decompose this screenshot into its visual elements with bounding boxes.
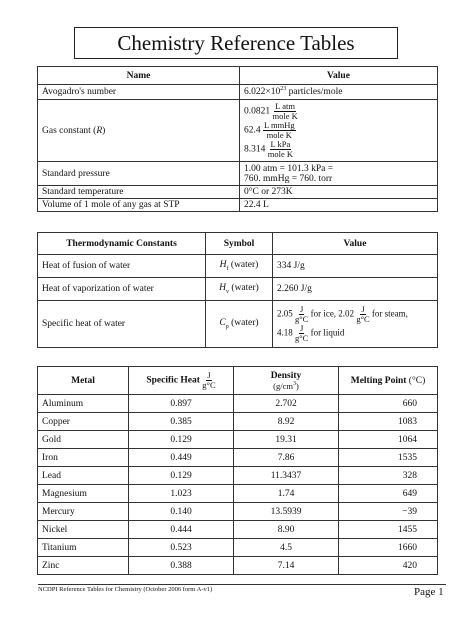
metal-name-cell: Gold (38, 431, 129, 449)
specific-heat-cell: 0.129 (129, 467, 234, 485)
melting-point-cell: 1455 (339, 521, 438, 539)
temperature-value: 0°C or 273K (240, 186, 438, 199)
metal-row (38, 395, 438, 413)
specific-heat-cell: 0.388 (129, 557, 234, 575)
melting-point-cell: 1535 (339, 449, 438, 467)
specific-heat-cell: 0.897 (129, 395, 234, 413)
vaporization-symbol: $H_v$ (water) (206, 278, 273, 301)
melting-point-cell: 328 (339, 467, 438, 485)
page-title: Chemistry Reference Tables (74, 27, 398, 59)
col-header-value: Value (240, 67, 438, 85)
pressure-name: Standard pressure (38, 162, 240, 186)
specific-heat-value: 2.05 $\frac{J}{g^\circ C}$ for ice, 2.02 $\frac{J}{g^\circ C}$ for steam, 4.18 $\frac{J}{g^\circ C}$ for liquid (273, 301, 438, 348)
specific-heat-cell: 0.385 (129, 413, 234, 431)
col-header-name: Name (38, 67, 240, 85)
density-cell: 7.86 (234, 449, 339, 467)
melting-point-cell: −39 (339, 503, 438, 521)
density-cell: 8.90 (234, 521, 339, 539)
metal-name-cell: Copper (38, 413, 129, 431)
metal-row (38, 467, 438, 485)
metals-table (37, 366, 438, 575)
metal-name-cell: Lead (38, 467, 129, 485)
melting-point-cell: 1083 (339, 413, 438, 431)
specific-heat-name: Specific heat of water (38, 301, 206, 348)
specific-heat-cell: 0.129 (129, 431, 234, 449)
gas-constant-value: 0.0821 $\frac{\text{L atm}}{\text{mole K}}$ 62.4 $\frac{\text{L mmHg}}{\text{mole K}}$ 8.314 $\frac{\text{L kPa}}{\text{mole K}}$ (240, 100, 438, 162)
footer-divider (38, 584, 446, 585)
density-cell: 7.14 (234, 557, 339, 575)
specific-heat-cell: 0.444 (129, 521, 234, 539)
melting-point-cell: 1064 (339, 431, 438, 449)
metal-row (38, 431, 438, 449)
col-header-specific-heat: Specific Heat $\frac{J}{g^\circ C}$ (129, 367, 234, 395)
metal-name-cell: Mercury (38, 503, 129, 521)
volume-name: Volume of 1 mole of any gas at STP (38, 199, 240, 212)
metal-row (38, 449, 438, 467)
pressure-value: 1.00 atm = 101.3 kPa = 760. mmHg = 760. torr (240, 162, 438, 186)
volume-value: 22.4 L (240, 199, 438, 212)
col-header-thermo: Thermodynamic Constants (38, 233, 206, 255)
fusion-symbol: $H_f$ (water) (206, 255, 273, 278)
metal-name-cell: Magnesium (38, 485, 129, 503)
melting-point-cell: 420 (339, 557, 438, 575)
density-cell: 1.74 (234, 485, 339, 503)
metal-row (38, 413, 438, 431)
metal-name-cell: Iron (38, 449, 129, 467)
page-number: Page 1 (414, 586, 444, 598)
vaporization-name: Heat of vaporization of water (38, 278, 206, 301)
avogadro-name: Avogadro's number (38, 85, 240, 100)
fusion-value: 334 J/g (273, 255, 438, 278)
metal-name-cell: Zinc (38, 557, 129, 575)
specific-heat-cell: 1.023 (129, 485, 234, 503)
col-header-metal: Metal (38, 367, 129, 395)
melting-point-cell: 660 (339, 395, 438, 413)
col-header-thermo-value: Value (273, 233, 438, 255)
metal-name-cell: Aluminum (38, 395, 129, 413)
density-cell: 2.702 (234, 395, 339, 413)
gas-constant-name: Gas constant (R) (38, 100, 240, 162)
metal-name-cell: Titanium (38, 539, 129, 557)
col-header-density: Density $(g/cm^3)$ (234, 367, 339, 395)
metal-row (38, 521, 438, 539)
specific-heat-cell: 0.523 (129, 539, 234, 557)
density-cell: 19.31 (234, 431, 339, 449)
metal-row (38, 503, 438, 521)
metal-name-cell: Nickel (38, 521, 129, 539)
melting-point-cell: 649 (339, 485, 438, 503)
constants-table (37, 66, 438, 212)
density-cell: 13.5939 (234, 503, 339, 521)
footer-source: NCDPI Reference Tables for Chemistry (October 2006 form A-v1) (38, 586, 213, 593)
density-cell: 11.3437 (234, 467, 339, 485)
density-cell: 4.5 (234, 539, 339, 557)
melting-point-cell: 1660 (339, 539, 438, 557)
col-header-symbol: Symbol (206, 233, 273, 255)
metal-row (38, 539, 438, 557)
metal-row (38, 485, 438, 503)
metal-row (38, 557, 438, 575)
col-header-melting: Melting Point (°C) (339, 367, 438, 395)
thermo-table (37, 232, 438, 348)
specific-heat-cell: 0.449 (129, 449, 234, 467)
avogadro-value: $6.022\times 10^{23}$ particles/mole (240, 85, 438, 100)
specific-heat-cell: 0.140 (129, 503, 234, 521)
specific-heat-symbol: $C_p$ (water) (206, 301, 273, 348)
density-cell: 8.92 (234, 413, 339, 431)
fusion-name: Heat of fusion of water (38, 255, 206, 278)
vaporization-value: 2.260 J/g (273, 278, 438, 301)
temperature-name: Standard temperature (38, 186, 240, 199)
